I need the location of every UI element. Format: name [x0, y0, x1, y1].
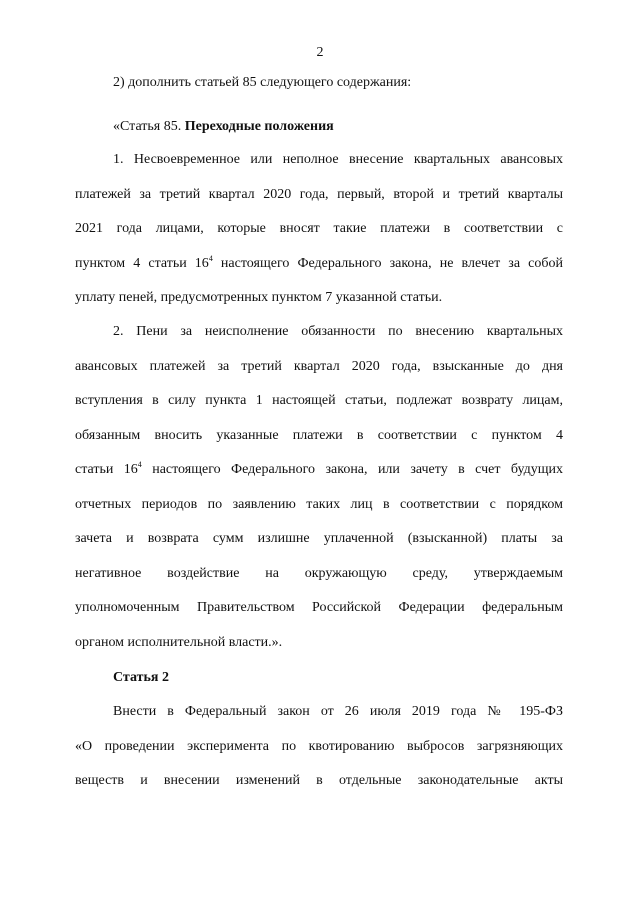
p3-line-2: «О проведении эксперимента по квотированию выбросов загрязняющих	[75, 738, 563, 754]
p2-line-5	[75, 453, 563, 488]
p2-line-9: уполномоченным Правительством Российской Федерации федеральным	[75, 600, 563, 615]
paragraph-2	[75, 315, 563, 660]
p1-line-4-superscript: 4	[208, 253, 213, 263]
p3-line-3: веществ и внесении изменений в отдельные законодательные акты	[75, 773, 563, 788]
article-85-heading	[75, 110, 563, 145]
p1-line-2: платежей за третий квартал 2020 года, первый, второй и третий кварталы	[75, 186, 563, 202]
p2-line-5-part-a: статьи 16	[75, 462, 138, 477]
article-85-heading-line	[75, 110, 563, 145]
paragraph-3	[75, 695, 563, 799]
article-2-heading	[75, 661, 563, 696]
p2-line-1: 2. Пени за неисполнение обязанности по внесению квартальных	[113, 324, 563, 339]
amendment-intro	[75, 66, 563, 101]
p2-line-5-superscript: 4	[137, 460, 142, 469]
p2-line-4: обязанным вносить указанные платежи в соответствии с пунктом 4	[75, 427, 563, 443]
article-85-title: Переходные положения	[184, 119, 334, 134]
p1-line-4-part-b: настоящего Федерального закона, не влечет за собой	[212, 255, 563, 271]
paragraph-1	[75, 143, 563, 316]
p2-line-2: авансовых платежей за третий квартал 2020 года, взысканные до дня	[75, 358, 563, 374]
p1-line-5: уплату пеней, предусмотренных пунктом 7 указанной статьи.	[75, 290, 443, 305]
article-2-heading-line: Статья 2	[113, 670, 169, 685]
p2-line-7: зачета и возврата сумм излишне уплаченной (взысканной) платы за	[75, 531, 563, 546]
article-85-prefix: «Статья 85.	[113, 119, 185, 134]
p2-line-3: вступления в силу пункта 1 настоящей статьи, подлежат возврату лицам,	[75, 393, 563, 408]
p1-line-4	[75, 247, 563, 282]
p1-line-3: 2021 года лицами, которые вносят такие платежи в соответствии с	[75, 221, 563, 236]
intro-line: 2) дополнить статьей 85 следующего содержания:	[113, 75, 412, 90]
page-number: 2	[316, 45, 324, 60]
p2-line-10: органом исполнительной власти.».	[75, 634, 283, 650]
p2-line-8: негативное воздействие на окружающую среду, утверждаемым	[75, 565, 563, 581]
p1-line-1: 1. Несвоевременное или неполное внесение квартальных авансовых	[113, 152, 563, 167]
p2-line-5-part-b: настоящего Федерального закона, или зачету в счет будущих	[141, 462, 563, 477]
p1-line-4-part-a: пунктом 4 статьи 16	[75, 255, 209, 271]
p3-line-1: Внести в Федеральный закон от 26 июля 2019 года № 195-ФЗ	[113, 704, 563, 719]
p2-line-6: отчетных периодов по заявлению таких лиц в соответствии с порядком	[75, 496, 563, 512]
